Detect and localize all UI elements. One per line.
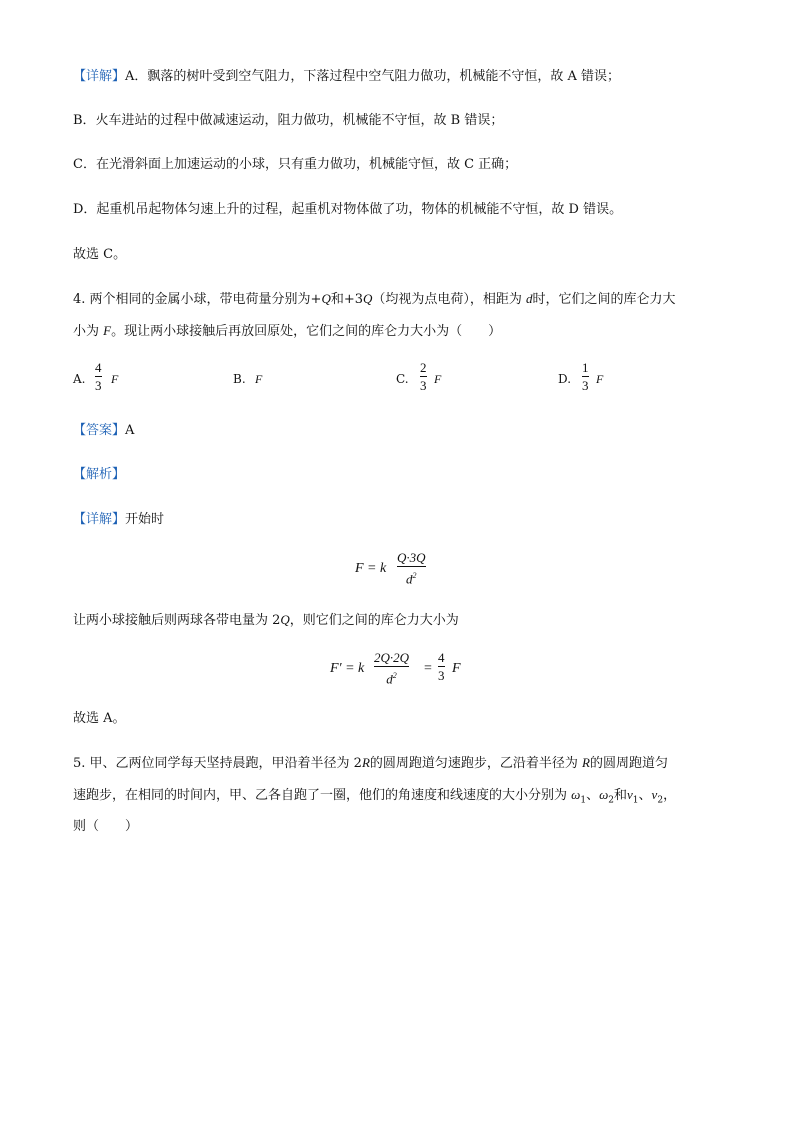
q4-detail: 【详解】开始时 [73,512,165,527]
q3-conclusion: 故选 C。 [73,247,127,262]
fraction: 1 3 [582,360,589,393]
q4-after-touch: 让两小球接触后则两球各带电量为 2Q，则它们之间的库仑力大小为 [73,612,459,628]
q3-detail-line-b: B．火车进站的过程中做减速运动，阻力做功，机械能不守恒，故 B 错误； [73,113,504,128]
answer-tag: 【答案】 [73,423,126,438]
q4-conclusion: 故选 A。 [73,711,126,726]
q5-stem-line-1: 5. 甲、乙两位同学每天坚持晨跑，甲沿着半径为 2R的圆周跑道匀速跑步，乙沿着半径为 R的圆周跑道匀 [73,755,669,771]
analysis-tag: 【解析】 [73,467,126,482]
q3-detail-line-d: D．起重机吊起物体匀速上升的过程，起重机对物体做了功，物体的机械能不守恒，故 D 错误。 [73,202,623,217]
q4-answer: 【答案】A [73,423,135,438]
q4-analysis-heading [73,466,125,484]
q3-detail-line-a: 【详解】A．飘落的树叶受到空气阻力，下落过程中空气阻力做功，机械能不守恒，故 A 错误； [73,69,621,84]
detail-tag: 【详解】 [73,69,126,84]
q5-stem-line-2: 速跑步，在相同的时间内，甲、乙各自跑了一圈，他们的角速度和线速度的大小分别为 $\omega_1$、$\omega_2$和$v_1$、$v_2$， [73,787,677,806]
q4-stem-line-1: 4. 两个相同的金属小球，带电荷量分别为+Q和+3Q（均视为点电荷），相距为 d时，它们之间的库仑力大 [73,291,676,307]
detail-tag: 【详解】 [73,512,126,527]
fraction: 2 3 [420,360,427,393]
q4-stem-line-2: 小为 F。现让两小球接触后再放回原处，它们之间的库仑力大小为（ ） [73,323,502,339]
fraction: 4 3 [95,360,102,393]
q3-detail-line-c: C．在光滑斜面上加速运动的小球，只有重力做功，机械能守恒，故 C 正确； [73,157,518,172]
q5-stem-line-3: 则（ ） [73,819,139,834]
